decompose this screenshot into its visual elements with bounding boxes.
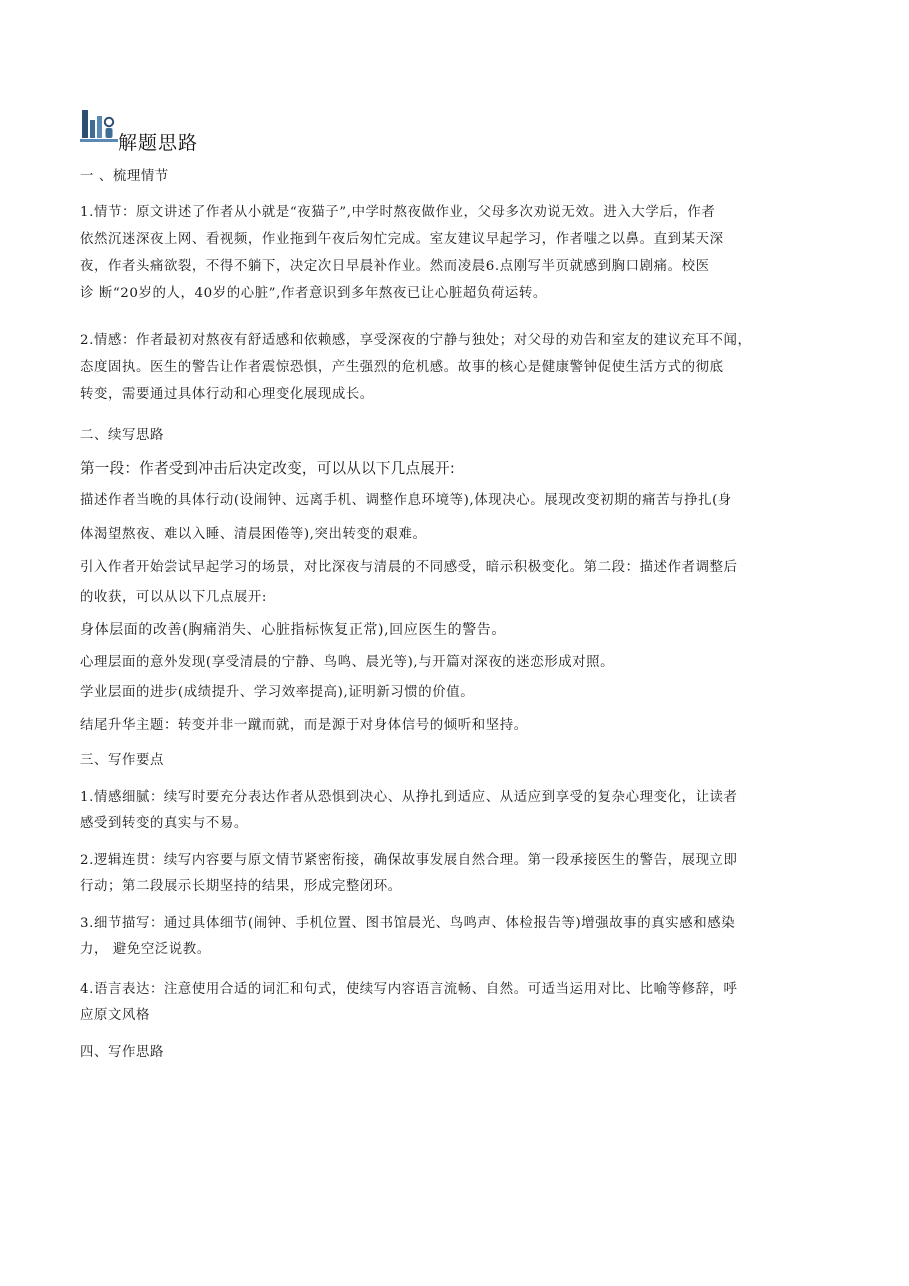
section-heading-2: 二、续写思路: [80, 428, 164, 443]
paragraph-line: 身体层面的改善(胸痛消失、心脏指标恢复正常),回应医生的警告。: [80, 622, 506, 638]
paragraph-line: 感受到转变的真实与不易。: [80, 816, 248, 831]
section-header: [80, 104, 380, 154]
section-heading-1: 一 、梳理情节: [80, 169, 169, 184]
paragraph-line: 引入作者开始尝试早起学习的场景，对比深夜与清晨的不同感受，暗示积极变化。第二段：描述作者调整后: [80, 560, 738, 575]
paragraph-lead: 第一段：作者受到冲击后决定改变，可以从以下几点展开:: [80, 460, 455, 477]
page-title: 解题思路: [118, 132, 199, 154]
paragraph-line: 态度固执。医生的警告让作者震惊恐惧，产生强烈的危机感。故事的核心是健康警钟促使生活方式的彻底: [80, 360, 724, 375]
section-heading-4: 四、写作思路: [80, 1045, 164, 1060]
paragraph-line: 2.情感：作者最初对熬夜有舒适感和依赖感，享受深夜的宁静与独处；对父母的劝告和室友的建议充耳不闻，: [80, 333, 752, 348]
paragraph-line: 学业层面的进步(成绩提升、学习效率提高),证明新习惯的价值。: [80, 685, 475, 700]
paragraph-line: 3.细节描写：通过具体细节(闹钟、手机位置、图书馆晨光、鸟鸣声、体检报告等)增强故事的真实感和感染: [80, 916, 736, 931]
paragraph-line: 2.逻辑连贯：续写内容要与原文情节紧密衔接，确保故事发展自然合理。第一段承接医生的警告，展现立即: [80, 853, 738, 868]
paragraph-line: 体渴望熬夜、难以入睡、清晨困倦等),突出转变的艰难。: [80, 527, 427, 542]
paragraph-line: 描述作者当晚的具体行动(设闹钟、远离手机、调整作息环境等),体现决心。展现改变初期的痛苦与挣扎(身: [80, 493, 732, 508]
section-heading-3: 三、写作要点: [80, 753, 164, 768]
paragraph-line: 依然沉迷深夜上网、看视频，作业拖到午夜后匆忙完成。室友建议早起学习，作者嗤之以鼻。直到某天深: [80, 232, 724, 247]
paragraph-line: 4.语言表达：注意使用合适的词汇和句式，使续写内容语言流畅、自然。可适当运用对比、比喻等修辞，呼: [80, 982, 738, 997]
paragraph-line: 结尾升华主题：转变并非一蹴而就，而是源于对身体信号的倾听和坚持。: [80, 718, 528, 733]
paragraph-line: 转变，需要通过具体行动和心理变化展现成长。: [80, 387, 374, 402]
paragraph-line: 诊 断“20岁的人，40岁的心脏”,作者意识到多年熬夜已让心脏超负荷运转。: [80, 286, 547, 301]
paragraph-line: 1.情感细腻：续写时要充分表达作者从恐惧到决心、从挣扎到适应、从适应到享受的复杂心理变化，让读者: [80, 790, 738, 805]
paragraph-line: 力， 避免空泛说教。: [80, 942, 211, 957]
paragraph-line: 应原文风格: [80, 1008, 150, 1023]
bar-chart-logo-icon: [80, 108, 120, 144]
paragraph-line: 夜，作者头痛欲裂，不得不躺下，决定次日早晨补作业。然而凌晨6.点刚写半页就感到胸口剧痛。校医: [80, 259, 710, 274]
paragraph-line: 心理层面的意外发现(享受清晨的宁静、鸟鸣、晨光等),与开篇对深夜的迷恋形成对照。: [80, 655, 615, 670]
paragraph-line: 行动；第二段展示长期坚持的结果，形成完整闭环。: [80, 879, 402, 894]
paragraph-line: 1.情节：原文讲述了作者从小就是“夜猫子”,中学时熬夜做作业，父母多次劝说无效。进入大学后，作者: [80, 205, 716, 220]
paragraph-line: 的收获，可以从以下几点展开:: [80, 590, 267, 605]
